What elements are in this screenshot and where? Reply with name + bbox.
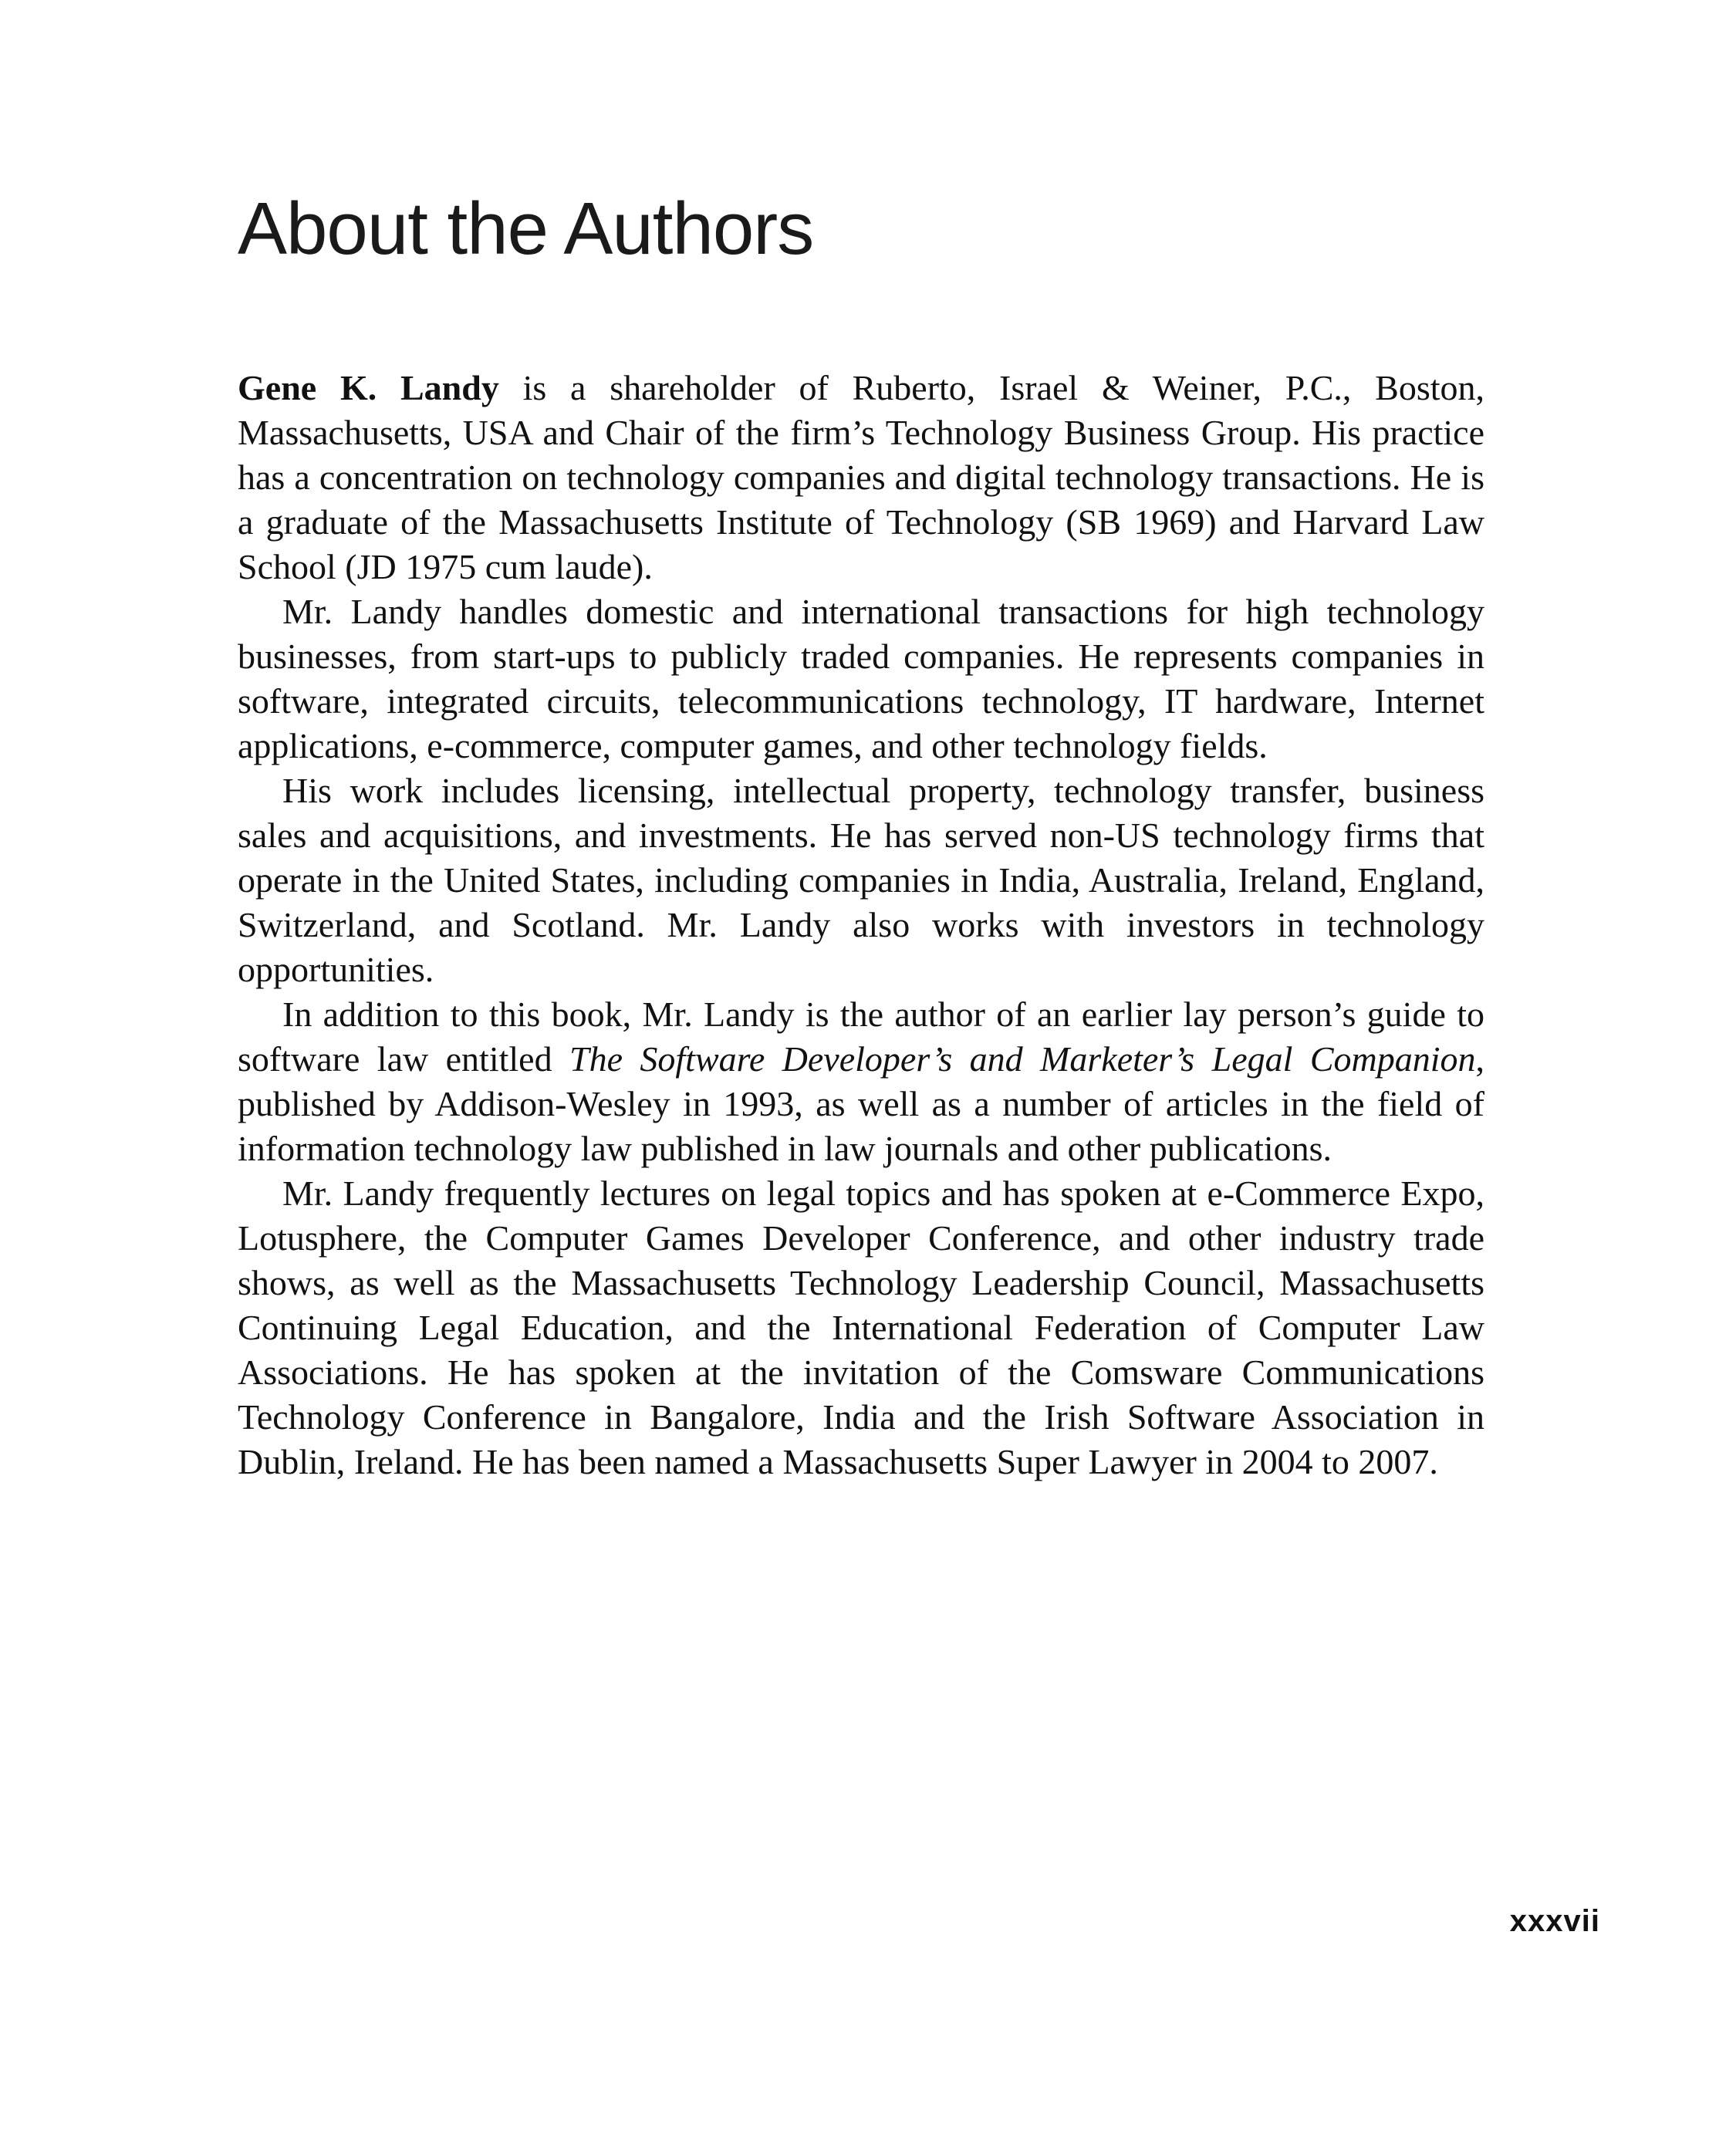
bio-paragraph-3: His work includes licensing, intellectual property, technology transfer, business sales and acquisitions, and investments. He has served non-US technology firms that operate in the United States, including companies in India, Australia, Ireland, England, Switzerland, and Scotland. Mr. Landy also works with investors in technology opportunities.: [238, 771, 1484, 989]
page-number: xxxvii: [1509, 1904, 1600, 1938]
bio-paragraph-5: Mr. Landy frequently lectures on legal topics and has spoken at e-Commerce Expo, Lotusphere, the Computer Games Developer Conference, and other industry trade shows, as well as the Massachusetts Technology Leadership Council, Massachusetts Continuing Legal Education, and the International Federation of Computer Law Associations. He has spoken at the invitation of the Comsware Communications Technology Conference in Bangalore, India and the Irish Software Association in Dublin, Ireland. He has been named a Massachusetts Super Lawyer in 2004 to 2007.: [238, 1173, 1484, 1481]
bio-paragraph-1: [238, 366, 1484, 589]
bio-paragraph-4-before: In addition to this book, Mr. Landy is the author of an earlier lay person’s guide to software law entitled: [238, 995, 1484, 1079]
book-title: The Software Developer’s and Marketer’s Legal Companion: [569, 1039, 1476, 1079]
bio-paragraph-4-after: , published by Addison-Wesley in 1993, as well as a number of articles in the field of information technology law published in law journals and other publications.: [238, 1039, 1484, 1168]
bio-paragraph-1-text: is a shareholder of Ruberto, Israel & Weiner, P.C., Boston, Massachusetts, USA and Chair of the firm’s Technology Business Group. His practice has a concentration on technology companies and digital technology transactions. He is a graduate of the Massachusetts Institute of Technology (SB 1969) and Harvard Law School (JD 1975 cum laude).: [238, 368, 1485, 586]
author-name: Gene K. Landy: [238, 368, 499, 407]
page-title: About the Authors: [238, 187, 814, 270]
bio-paragraph-2: Mr. Landy handles domestic and international transactions for high technology businesses, from start-ups to publicly traded companies. He represents companies in software, integrated circuits, telecommunications technology, IT hardware, Internet applications, e-commerce, computer games, and other technology fields.: [238, 592, 1484, 765]
author-bio: [238, 366, 1484, 1484]
bio-paragraph-4: [238, 992, 1484, 1171]
